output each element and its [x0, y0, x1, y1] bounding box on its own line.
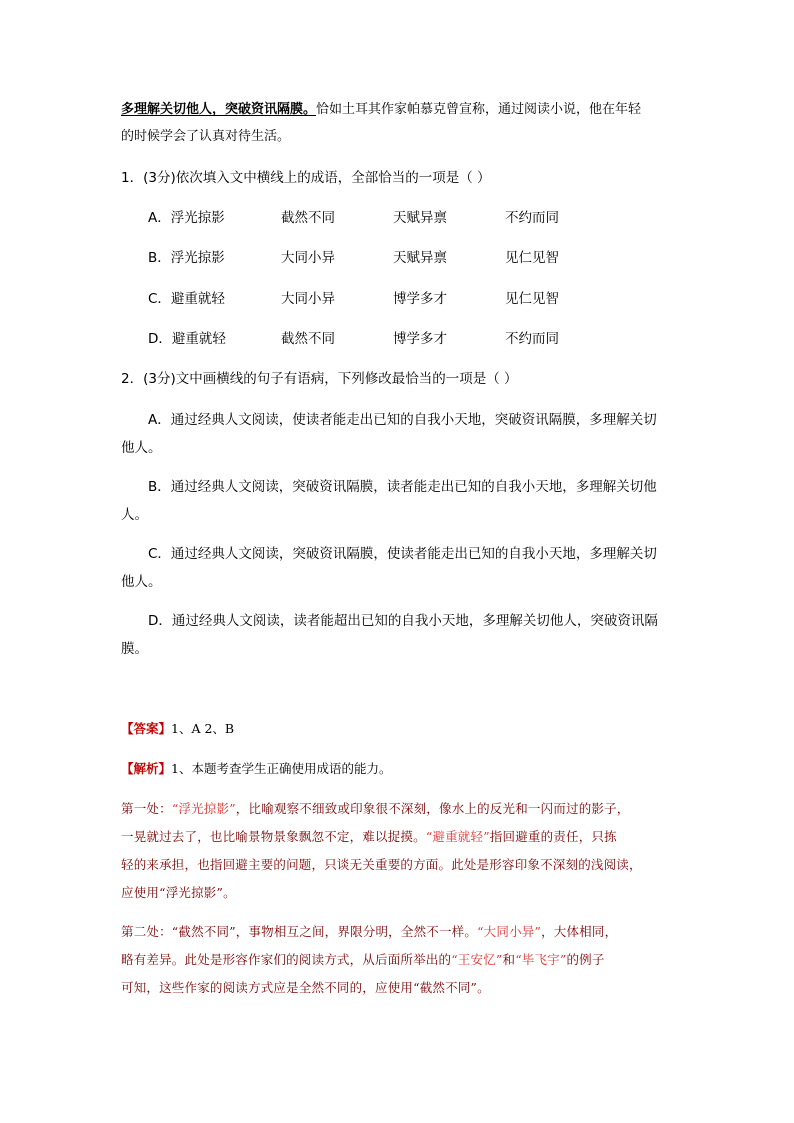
idiom-highlight: “浮光掠影” [171, 801, 236, 816]
idiom-4: 见仁见智 [505, 250, 559, 266]
q2-option-c[interactable]: C．通过经典人文阅读，突破资讯隔膜，使读者能走出已知的自我小天地，多理解关切 [148, 546, 657, 562]
q1-option-d[interactable] [148, 327, 668, 347]
idiom-4: 不约而同 [505, 331, 559, 347]
analysis-text: 1、本题考查学生正确使用成语的能力。 [171, 761, 392, 776]
name-highlight: “毕飞宇” [515, 952, 567, 967]
explanation-2-line-3: 可知，这些作家的阅读方式应是全然不同的，应使用“截然不同”。 [121, 980, 490, 995]
idiom-4: 见仁见智 [505, 291, 559, 307]
idiom-2: 大同小异 [281, 250, 335, 266]
explanation-text: 略有差异。此处是形容作家们的阅读方式，从后面所举出的 [121, 952, 452, 967]
explanation-text: 和 [502, 952, 516, 967]
answer-tag: 【答案】 [121, 721, 172, 736]
analysis-tag: 【解析】 [121, 761, 172, 776]
explanation-2-line-2 [121, 950, 605, 968]
idiom-2: 截然不同 [281, 331, 335, 347]
explanation-1-line-1 [121, 799, 630, 817]
q1-option-a[interactable] [148, 206, 668, 226]
idiom-4: 不约而同 [505, 210, 559, 226]
idiom-3: 天赋异禀 [393, 210, 447, 226]
underlined-sentence: 多理解关切他人，突破资讯隔膜。 [121, 102, 317, 117]
q2-option-d[interactable]: D．通过经典人文阅读，读者能超出已知的自我小天地，多理解关切他人，突破资讯隔 [148, 613, 658, 629]
idiom-2: 截然不同 [281, 210, 335, 226]
explanation-text: 一晃就过去了，也比喻景物景象飘忽不定，难以捉摸。 [121, 829, 426, 844]
q2-option-b-cont: 人。 [121, 507, 148, 523]
q2-option-b[interactable]: B．通过经典人文阅读，突破资讯隔膜，读者能走出已知的自我小天地，多理解关切他 [148, 479, 657, 495]
q1-option-c[interactable] [148, 287, 668, 307]
intro-text: 恰如土耳其作家帕慕克曾宣称，通过阅读小说，他在年轻 [316, 102, 642, 117]
explanation-1-line-4: 应使用“浮光掠影”。 [121, 885, 236, 900]
answer-text: 1、A 2、B [171, 721, 235, 736]
question-1-stem: 1．(3分)依次填入文中横线上的成语，全部恰当的一项是（ ） [121, 170, 491, 186]
question-2-stem: 2．(3分)文中画横线的句子有语病，下列修改最恰当的一项是（ ） [121, 371, 518, 387]
name-highlight: “王安忆” [451, 952, 503, 967]
analysis-line [121, 759, 391, 777]
answer-line [121, 719, 234, 737]
q2-option-a-cont: 他人。 [121, 440, 162, 456]
q2-option-a[interactable]: A．通过经典人文阅读，使读者能走出已知的自我小天地，突破资讯隔膜，多理解关切 [148, 412, 657, 428]
idiom-2: 大同小异 [281, 291, 335, 307]
option-label: D．避重就轻 [148, 331, 226, 347]
q1-option-b[interactable] [148, 246, 668, 266]
q2-option-d-cont: 膜。 [121, 641, 148, 657]
explanation-text: 第二处：“截然不同”，事物相互之间，界限分明，全然不一样。 [121, 924, 478, 939]
explanation-text: 的例子 [566, 952, 605, 967]
idiom-highlight: “避重就轻” [425, 829, 490, 844]
idiom-3: 博学多才 [393, 291, 447, 307]
explanation-text: ，大体相同， [541, 924, 618, 939]
label-first: 第一处： [121, 801, 172, 816]
option-label: A．浮光掠影 [148, 210, 225, 226]
option-label: B．浮光掠影 [148, 250, 225, 266]
explanation-text: 指回避重的责任，只拣 [489, 829, 617, 844]
explanation-1-line-2 [121, 827, 617, 845]
explanation-1-line-3: 轻的来承担，也指回避主要的问题，只谈无关重要的方面。此处是形容印象不深刻的浅阅读， [121, 857, 642, 872]
idiom-3: 博学多才 [393, 331, 447, 347]
q2-option-c-cont: 他人。 [121, 574, 162, 590]
explanation-text: ，比喻观察不细致或印象很不深刻，像水上的反光和一闪而过的影子， [235, 801, 630, 816]
idiom-highlight: “大同小异” [477, 924, 542, 939]
option-label: C．避重就轻 [148, 291, 225, 307]
idiom-3: 天赋异禀 [393, 250, 447, 266]
intro-line-1 [121, 98, 641, 117]
intro-line-2: 的时候学会了认真对待生活。 [121, 129, 291, 144]
explanation-2-line-1 [121, 922, 617, 940]
